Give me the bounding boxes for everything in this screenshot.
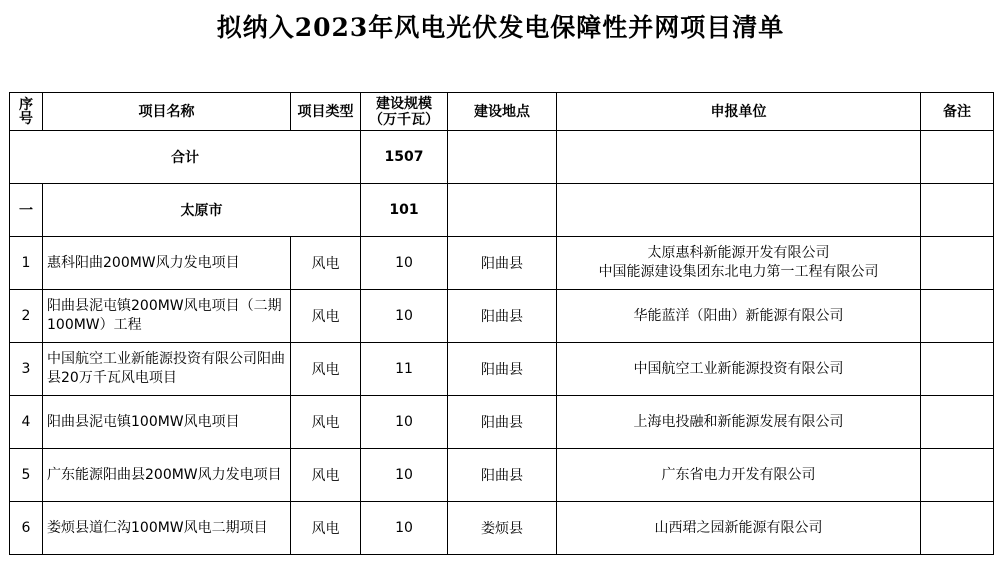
- row-scale: 10: [361, 237, 448, 290]
- group-seq: 一: [10, 184, 43, 237]
- total-remark: [921, 131, 994, 184]
- header-seq: 序号: [10, 93, 43, 131]
- group-unit: [557, 184, 921, 237]
- table-row: [10, 343, 994, 396]
- row-scale: 10: [361, 290, 448, 343]
- table-row: [10, 502, 994, 555]
- header-location: 建设地点: [448, 93, 557, 131]
- table-row: [10, 290, 994, 343]
- table-row: [10, 237, 994, 290]
- group-label: 太原市: [43, 184, 361, 237]
- page-title: 拟纳入2023年风电光伏发电保障性并网项目清单: [216, 13, 785, 42]
- row-unit: 太原惠科新能源开发有限公司 中国能源建设集团东北电力第一工程有限公司: [557, 237, 921, 290]
- header-remark: 备注: [921, 93, 994, 131]
- row-type: 风电: [291, 502, 361, 555]
- row-remark: [921, 449, 994, 502]
- row-type: 风电: [291, 237, 361, 290]
- row-scale: 11: [361, 343, 448, 396]
- table-row: [10, 449, 994, 502]
- row-remark: [921, 343, 994, 396]
- row-location: 阳曲县: [448, 343, 557, 396]
- row-unit: 广东省电力开发有限公司: [557, 449, 921, 502]
- header-name: 项目名称: [43, 93, 291, 131]
- row-remark: [921, 396, 994, 449]
- row-seq: 6: [10, 502, 43, 555]
- row-scale: 10: [361, 396, 448, 449]
- row-remark: [921, 502, 994, 555]
- row-location: 阳曲县: [448, 449, 557, 502]
- group-remark: [921, 184, 994, 237]
- row-unit: 中国航空工业新能源投资有限公司: [557, 343, 921, 396]
- row-unit: 华能蓝洋（阳曲）新能源有限公司: [557, 290, 921, 343]
- row-location: 阳曲县: [448, 396, 557, 449]
- row-name: 广东能源阳曲县200MW风力发电项目: [43, 449, 291, 502]
- table-row: [10, 396, 994, 449]
- row-location: 阳曲县: [448, 290, 557, 343]
- total-label: 合计: [10, 131, 361, 184]
- group-location: [448, 184, 557, 237]
- row-name: 娄烦县道仁沟100MW风电二期项目: [43, 502, 291, 555]
- header-unit: 申报单位: [557, 93, 921, 131]
- row-location: 阳曲县: [448, 237, 557, 290]
- row-unit: 山西珺之园新能源有限公司: [557, 502, 921, 555]
- row-seq: 4: [10, 396, 43, 449]
- group-scale: 101: [361, 184, 448, 237]
- row-name: 中国航空工业新能源投资有限公司阳曲县20万千瓦风电项目: [43, 343, 291, 396]
- total-unit: [557, 131, 921, 184]
- row-scale: 10: [361, 449, 448, 502]
- project-table: [9, 92, 994, 555]
- row-remark: [921, 237, 994, 290]
- group-row: [10, 184, 994, 237]
- row-type: 风电: [291, 290, 361, 343]
- row-seq: 5: [10, 449, 43, 502]
- row-scale: 10: [361, 502, 448, 555]
- row-name: 惠科阳曲200MW风力发电项目: [43, 237, 291, 290]
- row-type: 风电: [291, 343, 361, 396]
- header-scale: 建设规模（万千瓦）: [361, 93, 448, 131]
- row-remark: [921, 290, 994, 343]
- row-type: 风电: [291, 449, 361, 502]
- total-location: [448, 131, 557, 184]
- row-location: 娄烦县: [448, 502, 557, 555]
- row-seq: 1: [10, 237, 43, 290]
- total-scale: 1507: [361, 131, 448, 184]
- row-seq: 3: [10, 343, 43, 396]
- header-type: 项目类型: [291, 93, 361, 131]
- row-seq: 2: [10, 290, 43, 343]
- row-name: 阳曲县泥屯镇200MW风电项目（二期100MW）工程: [43, 290, 291, 343]
- row-unit: 上海电投融和新能源发展有限公司: [557, 396, 921, 449]
- header-row: [10, 93, 994, 131]
- total-row: [10, 131, 994, 184]
- row-type: 风电: [291, 396, 361, 449]
- row-name: 阳曲县泥屯镇100MW风电项目: [43, 396, 291, 449]
